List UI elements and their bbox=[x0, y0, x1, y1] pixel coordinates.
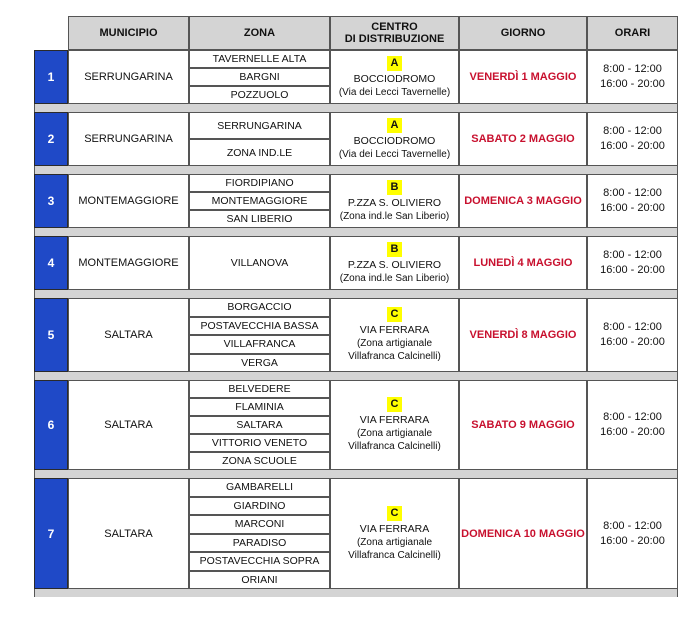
hours-afternoon: 16:00 - 20:00 bbox=[600, 336, 665, 348]
row-number-value: 7 bbox=[47, 526, 55, 541]
center-letter-badge: B bbox=[387, 242, 403, 257]
zone-name: TAVERNELLE ALTA bbox=[212, 53, 307, 65]
header-giorno-label: GIORNO bbox=[500, 27, 546, 39]
zone-name: SAN LIBERIO bbox=[226, 213, 293, 225]
header-blank-cell bbox=[34, 16, 68, 50]
zone-item bbox=[189, 452, 330, 470]
municipio-cell bbox=[68, 298, 189, 372]
row-number bbox=[34, 236, 68, 290]
municipio-name: SERRUNGARINA bbox=[84, 133, 173, 145]
center-letter-badge: B bbox=[387, 180, 403, 195]
zone-item bbox=[189, 335, 330, 354]
center-note-line1: (Zona ind.le San Liberio) bbox=[339, 210, 450, 222]
distribution-center-cell bbox=[330, 112, 459, 166]
row-number-value: 1 bbox=[47, 70, 55, 84]
center-name: VIA FERRARA bbox=[359, 522, 430, 535]
municipio-name: MONTEMAGGIORE bbox=[78, 257, 179, 269]
zone-name: ZONA IND.LE bbox=[226, 146, 293, 159]
zone-item bbox=[189, 298, 330, 317]
zone-item bbox=[189, 210, 330, 228]
zone-name: VITTORIO VENETO bbox=[211, 437, 308, 449]
center-letter-badge: C bbox=[387, 397, 403, 412]
municipio-cell bbox=[68, 236, 189, 290]
municipio-cell bbox=[68, 478, 189, 589]
zone-item bbox=[189, 50, 330, 68]
row-number-value: 4 bbox=[47, 256, 55, 270]
day-label: DOMENICA 10 MAGGIO bbox=[461, 527, 585, 540]
zone-name: PARADISO bbox=[232, 536, 287, 549]
hours-morning: 8:00 - 12:00 bbox=[603, 321, 662, 333]
hours-afternoon: 16:00 - 20:00 bbox=[600, 426, 665, 438]
zone-name: BARGNI bbox=[239, 71, 280, 83]
zone-item bbox=[189, 515, 330, 534]
hours-morning: 8:00 - 12:00 bbox=[603, 249, 662, 261]
center-name: VIA FERRARA bbox=[359, 324, 430, 336]
zone-name: VILLANOVA bbox=[230, 257, 289, 269]
header-centro bbox=[330, 16, 459, 50]
municipio-name: SALTARA bbox=[104, 527, 153, 540]
hours-morning: 8:00 - 12:00 bbox=[603, 519, 662, 532]
row-number bbox=[34, 478, 68, 589]
zone-name: POZZUOLO bbox=[230, 89, 289, 101]
hours-cell bbox=[587, 236, 678, 290]
zone-item bbox=[189, 86, 330, 104]
center-name: VIA FERRARA bbox=[359, 414, 430, 426]
zone-item bbox=[189, 478, 330, 497]
row-separator bbox=[34, 589, 678, 597]
zone-item bbox=[189, 571, 330, 590]
zone-name: MARCONI bbox=[234, 518, 285, 531]
center-name: BOCCIODROMO bbox=[353, 134, 436, 147]
row-number-value: 2 bbox=[47, 132, 55, 146]
hours-cell bbox=[587, 174, 678, 228]
row-number bbox=[34, 380, 68, 470]
row-number bbox=[34, 174, 68, 228]
zone-item bbox=[189, 552, 330, 571]
center-note-line2: Villafranca Calcinelli) bbox=[348, 441, 441, 452]
hours-cell bbox=[587, 112, 678, 166]
zone-name: SALTARA bbox=[236, 419, 283, 431]
header-giorno bbox=[459, 16, 587, 50]
center-note-line1: (Zona ind.le San Liberio) bbox=[339, 272, 450, 284]
hours-morning: 8:00 - 12:00 bbox=[603, 125, 662, 137]
day-label: LUNEDÌ 4 MAGGIO bbox=[473, 257, 573, 269]
hours-cell bbox=[587, 298, 678, 372]
day-cell bbox=[459, 236, 587, 290]
header-municipio bbox=[68, 16, 189, 50]
distribution-center-cell bbox=[330, 478, 459, 589]
distribution-center-cell bbox=[330, 174, 459, 228]
day-label: SABATO 9 MAGGIO bbox=[471, 419, 575, 431]
row-separator bbox=[34, 372, 678, 380]
zone-name: GIARDINO bbox=[233, 499, 286, 512]
zone-name: FLAMINIA bbox=[235, 401, 284, 413]
row-number-value: 5 bbox=[47, 328, 55, 342]
municipio-name: SALTARA bbox=[104, 329, 153, 341]
zone-item bbox=[189, 68, 330, 86]
day-cell bbox=[459, 112, 587, 166]
municipio-cell bbox=[68, 380, 189, 470]
row-number bbox=[34, 50, 68, 104]
zone-name: POSTAVECCHIA BASSA bbox=[200, 319, 319, 332]
hours-morning: 8:00 - 12:00 bbox=[603, 187, 662, 199]
zone-name: BELVEDERE bbox=[228, 383, 291, 395]
distribution-center-cell bbox=[330, 236, 459, 290]
zone-item bbox=[189, 416, 330, 434]
hours-morning: 8:00 - 12:00 bbox=[603, 63, 662, 75]
row-number-value: 6 bbox=[47, 418, 55, 432]
hours-afternoon: 16:00 - 20:00 bbox=[600, 264, 665, 276]
hours-afternoon: 16:00 - 20:00 bbox=[600, 140, 665, 152]
day-cell bbox=[459, 478, 587, 589]
center-note-line1: (Via dei Lecci Tavernelle) bbox=[338, 86, 451, 98]
zone-item bbox=[189, 354, 330, 373]
zone-name: SERRUNGARINA bbox=[217, 119, 302, 132]
row-number bbox=[34, 298, 68, 372]
municipio-name: SERRUNGARINA bbox=[84, 71, 173, 83]
zone-item bbox=[189, 174, 330, 192]
zone-item bbox=[189, 534, 330, 553]
hours-afternoon: 16:00 - 20:00 bbox=[600, 202, 665, 214]
zone-item bbox=[189, 236, 330, 290]
center-note-line2: Villafranca Calcinelli) bbox=[348, 549, 441, 561]
header-centro-line1: CENTRO bbox=[371, 21, 418, 33]
row-number bbox=[34, 112, 68, 166]
zone-item bbox=[189, 192, 330, 210]
center-note-line1: (Zona artigianale bbox=[356, 338, 433, 349]
day-label: VENERDÌ 8 MAGGIO bbox=[469, 329, 577, 341]
hours-morning: 8:00 - 12:00 bbox=[603, 411, 662, 423]
center-letter-badge: C bbox=[387, 307, 403, 322]
zone-name: VERGA bbox=[241, 356, 278, 369]
center-note-line2: Villafranca Calcinelli) bbox=[348, 351, 441, 362]
zone-item bbox=[189, 317, 330, 336]
municipio-name: SALTARA bbox=[104, 419, 153, 431]
municipio-name: MONTEMAGGIORE bbox=[78, 195, 179, 207]
hours-cell bbox=[587, 478, 678, 589]
header-orari bbox=[587, 16, 678, 50]
hours-cell bbox=[587, 380, 678, 470]
center-note-line1: (Via dei Lecci Tavernelle) bbox=[338, 148, 451, 160]
day-label: VENERDÌ 1 MAGGIO bbox=[469, 71, 577, 83]
row-separator bbox=[34, 166, 678, 174]
zone-item bbox=[189, 434, 330, 452]
zone-name: MONTEMAGGIORE bbox=[211, 195, 308, 207]
distribution-center-cell bbox=[330, 380, 459, 470]
center-letter-badge: A bbox=[387, 56, 403, 71]
day-cell bbox=[459, 174, 587, 228]
zone-name: ZONA SCUOLE bbox=[222, 455, 297, 467]
center-name: P.ZZA S. OLIVIERO bbox=[347, 196, 442, 209]
header-municipio-label: MUNICIPIO bbox=[99, 27, 158, 39]
zone-item bbox=[189, 139, 330, 166]
center-name: BOCCIODROMO bbox=[353, 72, 436, 85]
zone-name: POSTAVECCHIA SOPRA bbox=[199, 555, 320, 568]
center-letter-badge: C bbox=[387, 506, 403, 521]
distribution-center-cell bbox=[330, 298, 459, 372]
municipio-cell bbox=[68, 112, 189, 166]
header-zona bbox=[189, 16, 330, 50]
row-separator bbox=[34, 290, 678, 298]
zone-name: VILLAFRANCA bbox=[223, 338, 296, 351]
zone-name: GAMBARELLI bbox=[225, 481, 294, 494]
zone-item bbox=[189, 380, 330, 398]
day-label: DOMENICA 3 MAGGIO bbox=[464, 195, 582, 207]
day-cell bbox=[459, 298, 587, 372]
municipio-cell bbox=[68, 50, 189, 104]
hours-cell bbox=[587, 50, 678, 104]
header-centro-line2: DI DISTRIBUZIONE bbox=[344, 33, 445, 45]
hours-afternoon: 16:00 - 20:00 bbox=[600, 534, 665, 547]
municipio-cell bbox=[68, 174, 189, 228]
header-zona-label: ZONA bbox=[243, 27, 276, 39]
zone-item bbox=[189, 112, 330, 139]
center-note-line1: (Zona artigianale bbox=[356, 428, 433, 439]
day-label: SABATO 2 MAGGIO bbox=[471, 133, 575, 145]
distribution-center-cell bbox=[330, 50, 459, 104]
row-separator bbox=[34, 228, 678, 236]
zone-name: FIORDIPIANO bbox=[225, 177, 294, 189]
header-orari-label: ORARI bbox=[614, 27, 651, 39]
zone-name: ORIANI bbox=[241, 573, 278, 586]
center-letter-badge: A bbox=[387, 118, 403, 133]
row-number-value: 3 bbox=[47, 194, 55, 208]
zone-name: BORGACCIO bbox=[227, 301, 292, 314]
zone-item bbox=[189, 497, 330, 516]
day-cell bbox=[459, 380, 587, 470]
center-note-line1: (Zona artigianale bbox=[356, 536, 433, 548]
row-separator bbox=[34, 104, 678, 112]
hours-afternoon: 16:00 - 20:00 bbox=[600, 78, 665, 90]
day-cell bbox=[459, 50, 587, 104]
row-separator bbox=[34, 470, 678, 478]
center-name: P.ZZA S. OLIVIERO bbox=[347, 258, 442, 271]
zone-item bbox=[189, 398, 330, 416]
